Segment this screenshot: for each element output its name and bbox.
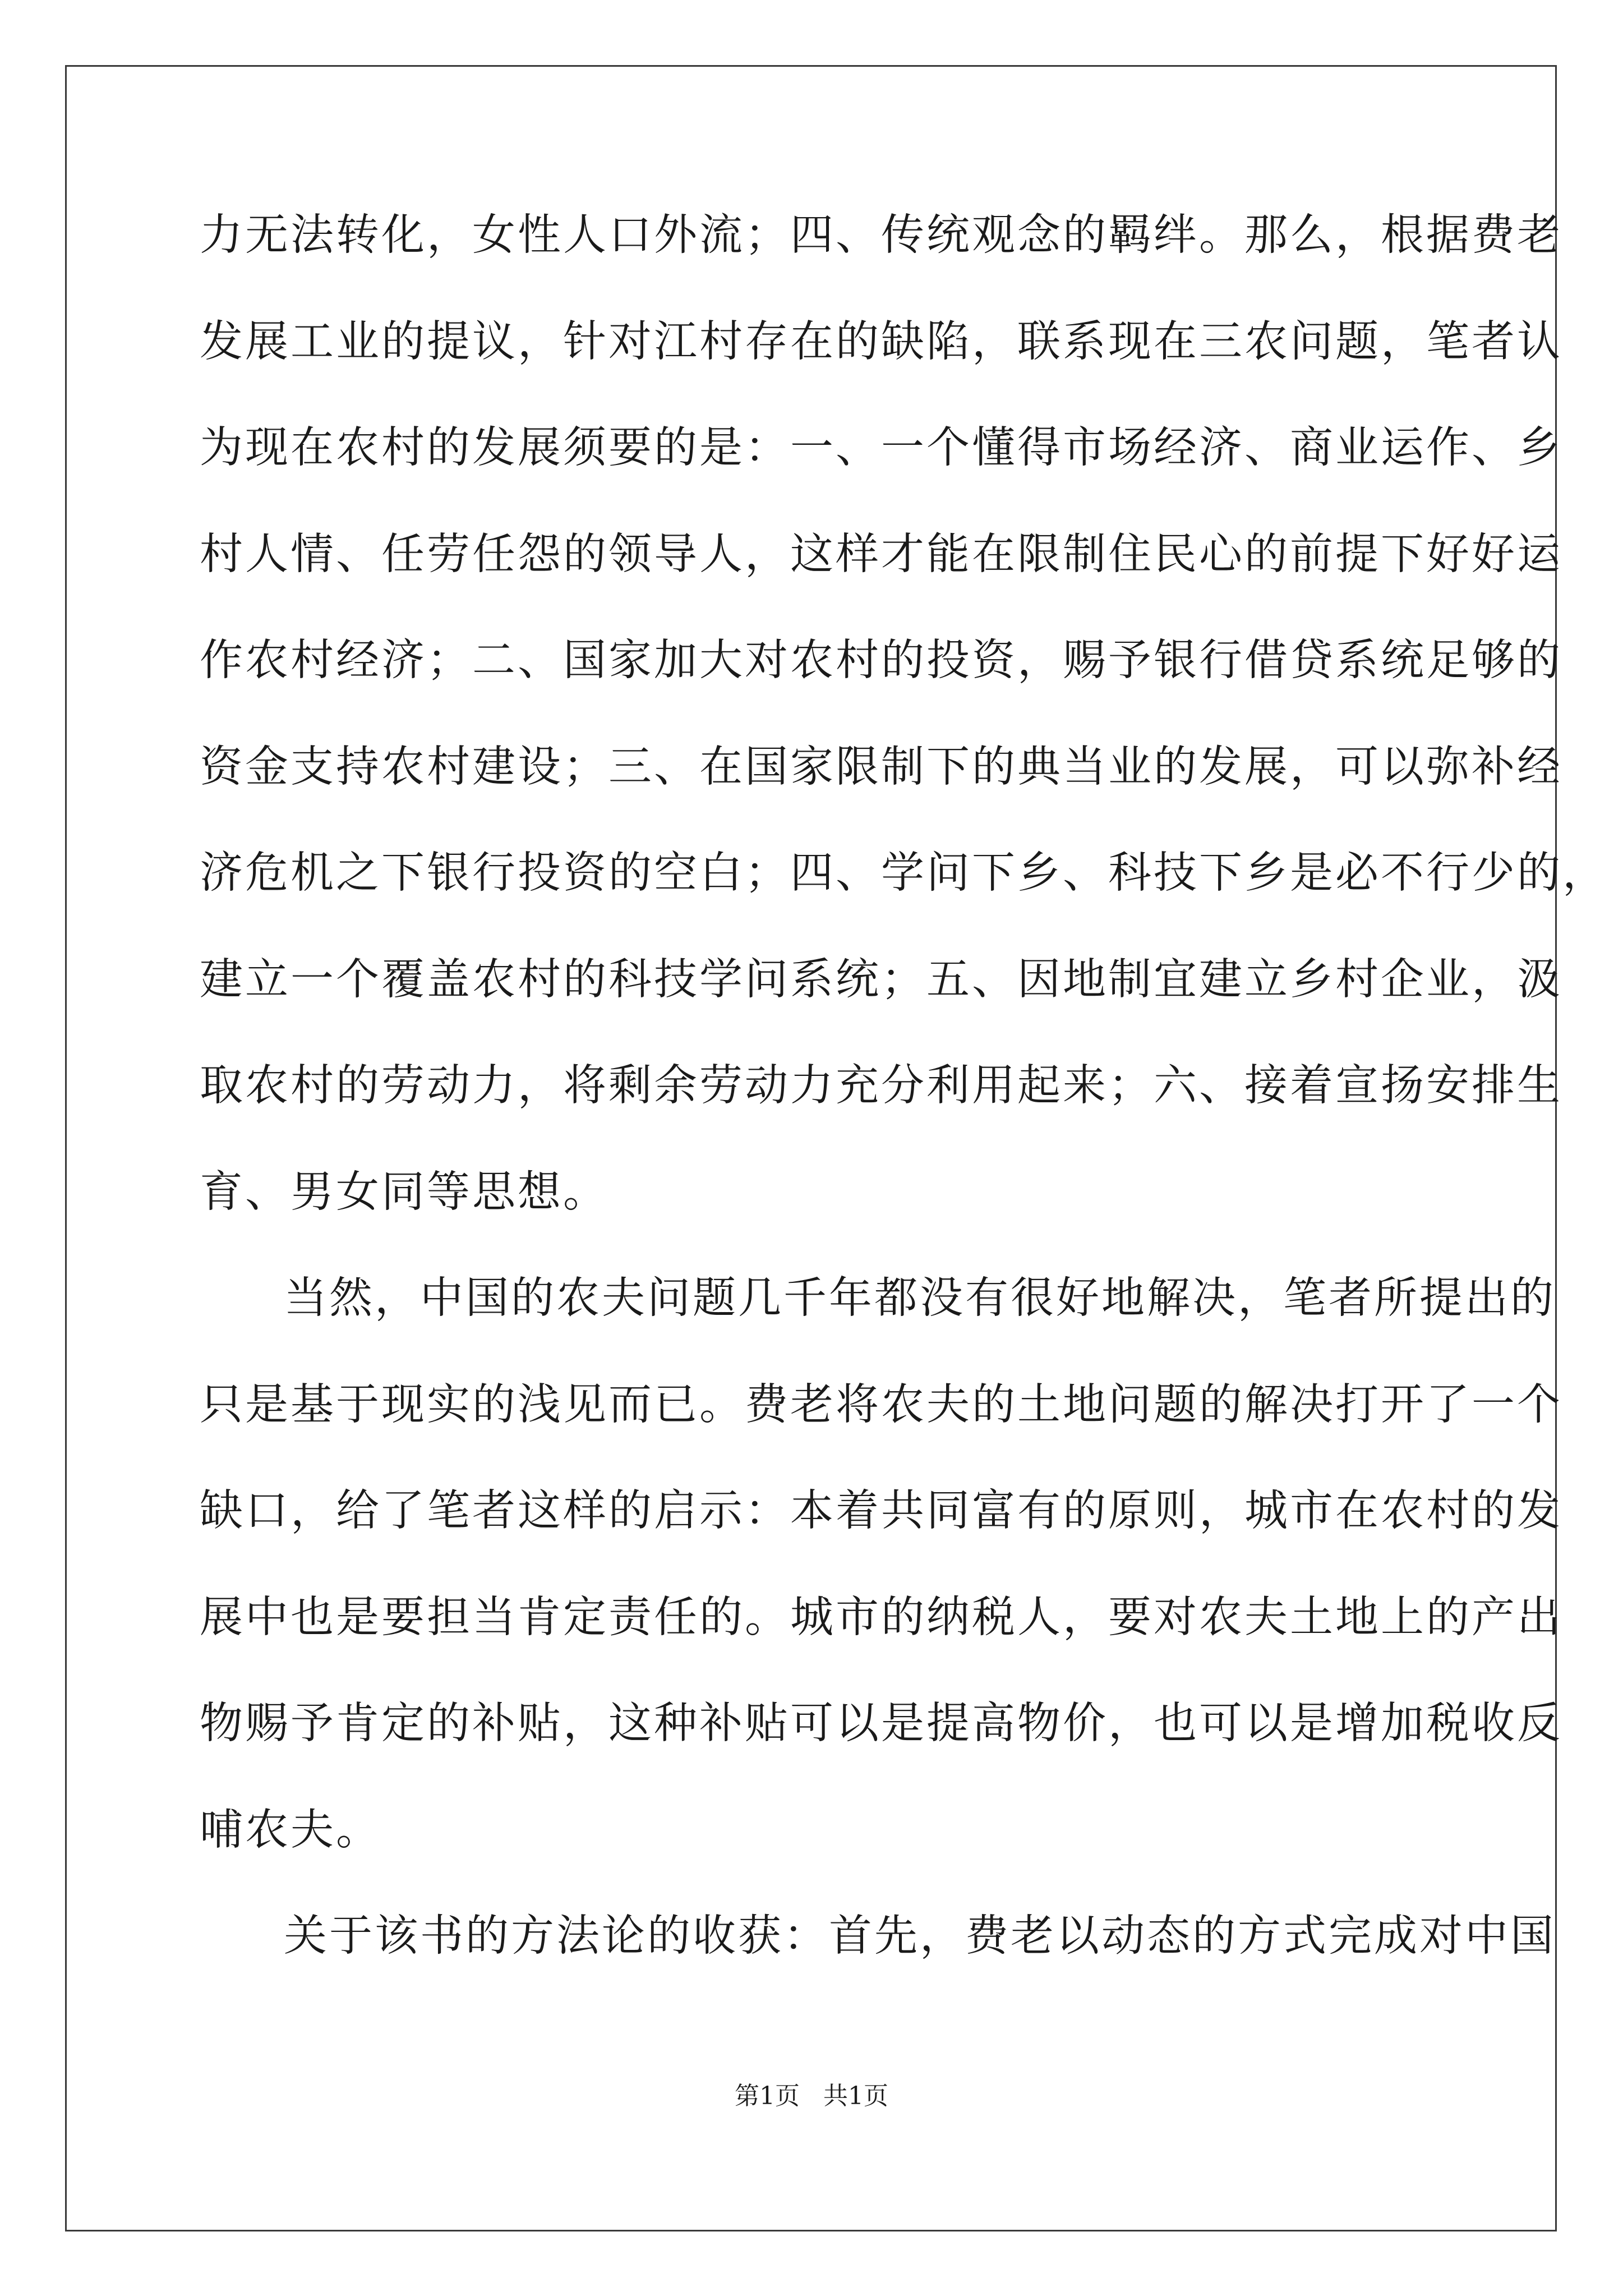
text-line: 取农村的劳动力，将剩余劳动力充分利用起来；六、接着宣扬安排生	[200, 1061, 1562, 1111]
text-line: 资金支持农村建设；三、在国家限制下的典当业的发展，可以弥补经	[200, 742, 1562, 792]
text-line: 村人情、任劳任怨的领导人，这样才能在限制住民心的前提下好好运	[200, 529, 1562, 579]
text-line: 物赐予肯定的补贴，这种补贴可以是提高物价，也可以是增加税收反	[200, 1699, 1562, 1749]
text-line: 力无法转化，女性人口外流；四、传统观念的羁绊。那么，根据费老	[200, 210, 1562, 260]
paragraph-start-line: 关于该书的方法论的收获：首先，费老以动态的方式完成对中国	[284, 1911, 1556, 1961]
text-line: 为现在农村的发展须要的是：一、一个懂得市场经济、商业运作、乡	[200, 423, 1562, 473]
text-line: 缺口，给了笔者这样的启示：本着共同富有的原则，城市在农村的发	[200, 1486, 1562, 1536]
paragraph-start-line: 当然，中国的农夫问题几千年都没有很好地解决，笔者所提出的	[284, 1273, 1556, 1323]
text-line: 建立一个覆盖农村的科技学问系统；五、因地制宜建立乡村企业，汲	[200, 954, 1562, 1005]
text-line: 发展工业的提议，针对江村存在的缺陷，联系现在三农问题，笔者认	[200, 316, 1562, 367]
text-line: 作农村经济；二、国家加大对农村的投资，赐予银行借贷系统足够的	[200, 636, 1562, 685]
text-line: 济危机之下银行投资的空白；四、学问下乡、科技下乡是必不行少的，	[200, 848, 1608, 898]
page-footer	[0, 2076, 1623, 2111]
page-number: 第1页	[735, 2082, 800, 2110]
document-body	[200, 208, 1608, 2015]
text-line: 展中也是要担当肯定责任的。城市的纳税人，要对农夫土地上的产出	[200, 1592, 1562, 1642]
text-line: 育、男女同等思想。	[200, 1167, 608, 1217]
text-line: 哺农夫。	[200, 1805, 381, 1855]
page-total: 共1页	[823, 2082, 888, 2110]
text-line: 只是基于现实的浅见而已。费老将农夫的土地问题的解决打开了一个	[200, 1379, 1562, 1430]
